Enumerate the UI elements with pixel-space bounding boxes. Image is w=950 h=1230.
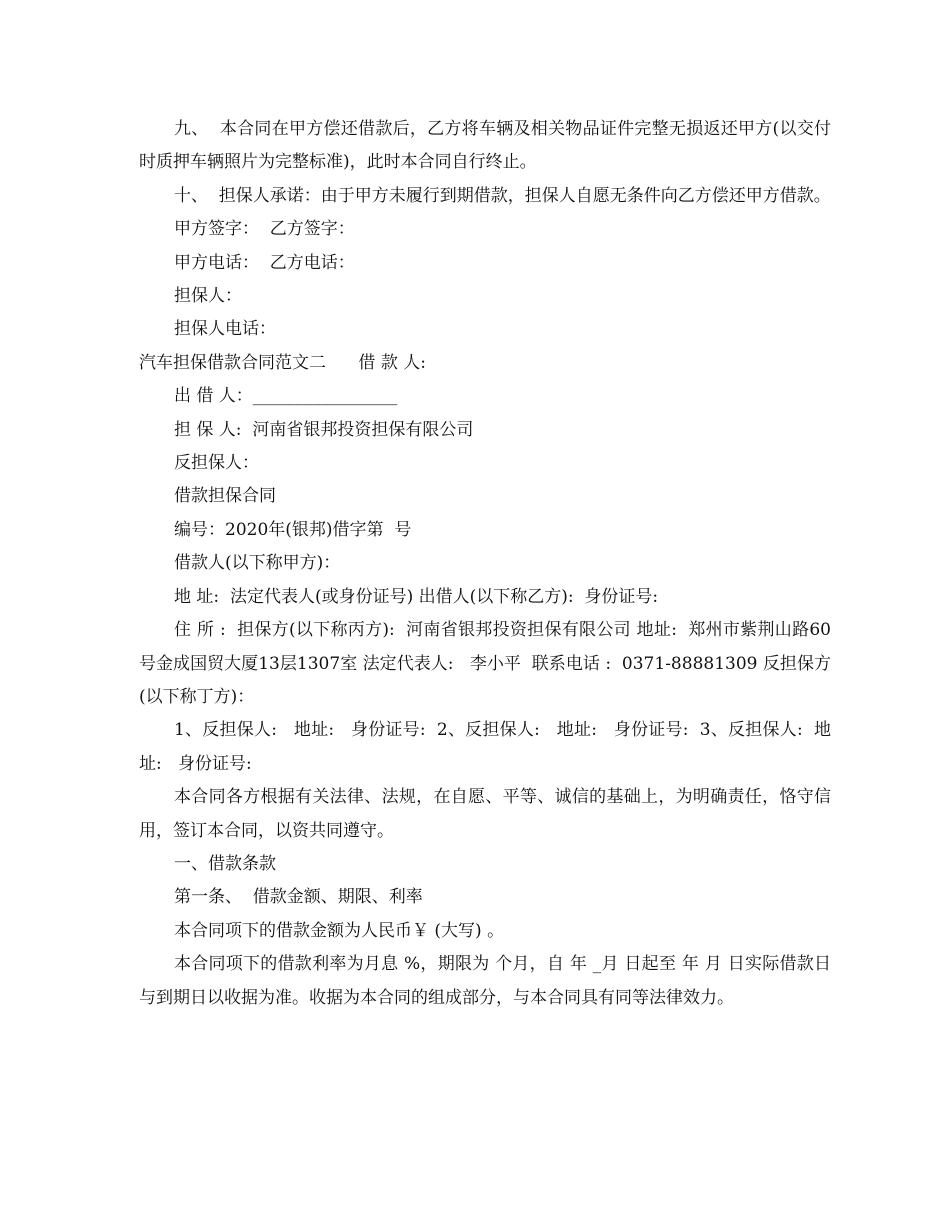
interest-line: 本合同项下的借款利率为月息 %，期限为 个月，自 年 _月 日起至 年 月 日实际借款日与到期日以收据为准。收据为本合同的组成部分，与本合同具有同等法律效力。 bbox=[139, 954, 831, 1008]
counter-guarantors-list: 1、反担保人: 地址: 身份证号: 2、反担保人: 地址: 身份证号: 3、反担保人: 地址: 身份证号: bbox=[139, 720, 831, 774]
guarantor-phone-line: 担保人电话： bbox=[174, 319, 276, 340]
contract-number: 编号：2020年(银邦)借字第 号 bbox=[174, 519, 412, 540]
address-line: 地 址: 法定代表人(或身份证号) 出借人(以下称乙方): 身份证号: bbox=[174, 586, 659, 607]
contract-title: 借款担保合同 bbox=[174, 486, 276, 507]
lender-line: 出 借 人：_________________ bbox=[174, 386, 398, 407]
phone-line: 甲方电话： 乙方电话： bbox=[174, 252, 355, 273]
section-title-2: 汽车担保借款合同范文二 借 款 人: bbox=[139, 352, 426, 373]
document-page bbox=[139, 113, 831, 1015]
counter-guarantor-line: 反担保人： bbox=[174, 453, 259, 474]
guarantor-company-line: 担 保 人: 河南省银邦投资担保有限公司 bbox=[174, 419, 474, 440]
guarantor-line: 担保人： bbox=[174, 286, 242, 307]
article-1: 第一条、 借款金额、期限、利率 bbox=[174, 887, 423, 908]
signature-line: 甲方签字： 乙方签字： bbox=[174, 219, 355, 240]
clause-10: 十、 担保人承诺：由于甲方未履行到期借款，担保人自愿无条件向乙方偿还甲方借款。 bbox=[174, 185, 831, 206]
clause-9: 九、 本合同在甲方偿还借款后，乙方将车辆及相关物品证件完整无损返还甲方(以交付时质押车辆照片为完整标准)，此时本合同自行终止。 bbox=[139, 119, 831, 173]
preamble: 本合同各方根据有关法律、法规，在自愿、平等、诚信的基础上，为明确责任，恪守信用，签订本合同，以资共同遵守。 bbox=[139, 787, 831, 841]
residence-line: 住 所 : 担保方(以下称丙方): 河南省银邦投资担保有限公司 地址: 郑州市紫荆山路60号金成国贸大厦13层1307室 法定代表人: 李小平 联系电话 : 0371-88881309 反担保方(以下称丁方)： bbox=[139, 620, 831, 707]
borrower-party: 借款人(以下称甲方)： bbox=[174, 553, 341, 574]
amount-line: 本合同项下的借款金额为人民币￥ (大写) 。 bbox=[174, 920, 505, 941]
chapter-1: 一、借款条款 bbox=[174, 853, 276, 874]
